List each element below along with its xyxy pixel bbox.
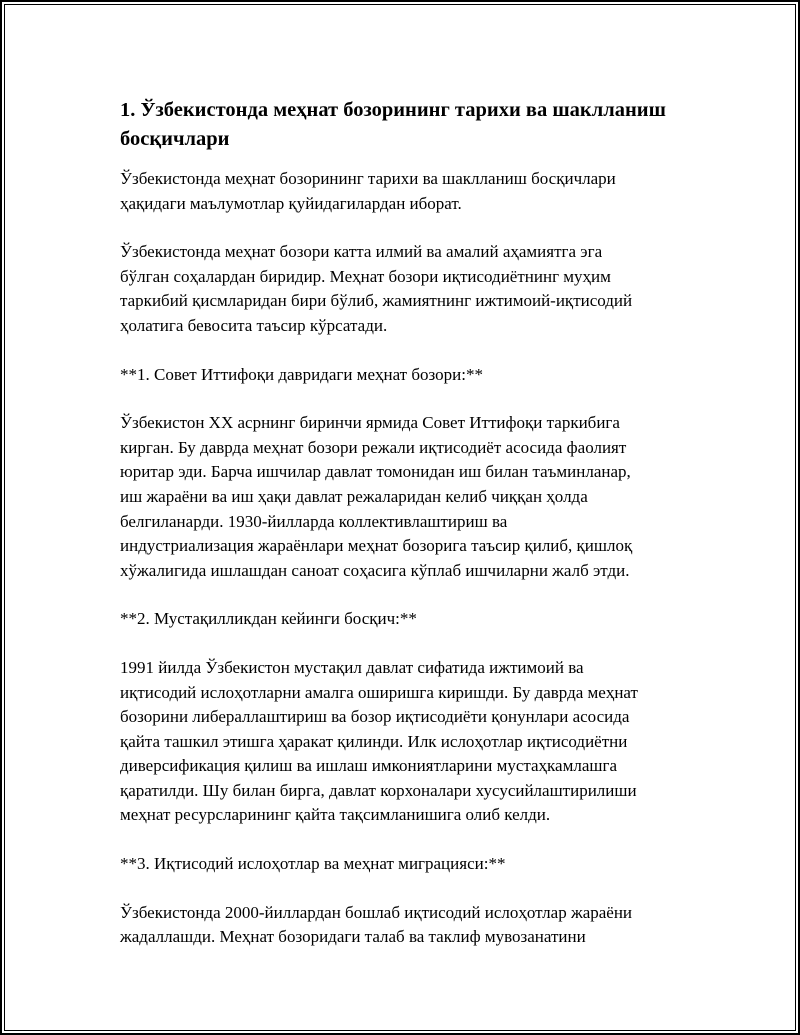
text-line: Ўзбекистонда 2000-йиллардан бошлаб иқтисодий ислоҳотлар жараёни: [120, 902, 633, 922]
text-line: Ўзбекистонда меҳнат бозори катта илмий ва амалий аҳамиятга эга: [120, 242, 603, 262]
title-line: 1. Ўзбекистонда меҳнат бозорининг тарихи ва шаклланиш: [120, 99, 666, 121]
text-line: иқтисодий ислоҳотларни амалга оширишга киришди. Бу даврда меҳнат: [120, 682, 638, 702]
document-title: [120, 96, 690, 154]
text-line: Ўзбекистонда меҳнат бозорининг тарихи ва шаклланиш босқичлари: [120, 169, 616, 188]
document-body: [120, 96, 690, 974]
text-line: бўлган соҳалардан биридир. Меҳнат бозори иқтисодиётнинг муҳим: [120, 266, 611, 286]
text-line: Ўзбекистон XX асрнинг биринчи ярмида Совет Иттифоқи таркибига: [120, 413, 620, 433]
text-line: ҳақидаги маълумотлар қуйидагилардан иборат.: [120, 193, 462, 213]
text-line: белгиланарди. 1930-йилларда коллективлаштириш ва: [120, 511, 508, 531]
section-heading-soviet: [120, 363, 690, 388]
text-line: **3. Иқтисодий ислоҳотлар ва меҳнат миграцияси:**: [120, 854, 506, 874]
text-line: қаратилди. Шу билан бирга, давлат корхоналари хусусийлаштирилиши: [120, 780, 637, 800]
title-line: босқичлари: [120, 128, 230, 150]
text-line: **2. Мустақилликдан кейинги босқич:**: [120, 609, 417, 629]
text-line: қайта ташкил этишга ҳаракат қилинди. Илк ислоҳотлар иқтисодиётни: [120, 731, 628, 751]
text-line: хўжалигида ишлашдан саноат соҳасига кўплаб ишчиларни жалб этди.: [120, 560, 630, 580]
text-line: юритар эди. Барча ишчилар давлат томонидан иш билан таъминланар,: [120, 462, 631, 482]
reforms-paragraph: [120, 901, 690, 950]
text-line: **1. Совет Иттифоқи давридаги меҳнат бозори:**: [120, 364, 483, 384]
text-line: жадаллашди. Меҳнат бозоридаги талаб ва таклиф мувозанатини: [120, 927, 586, 947]
section-heading-independence: [120, 607, 690, 632]
text-line: 1991 йилда Ўзбекистон мустақил давлат сифатида ижтимоий ва: [120, 657, 584, 677]
soviet-period-paragraph: [120, 411, 690, 583]
section-heading-reforms: [120, 852, 690, 877]
text-line: таркибий қисмларидан бири бўлиб, жамиятнинг ижтимоий-иқтисодий: [120, 291, 633, 311]
text-line: диверсификация қилиш ва ишлаш имкониятларини мустаҳкамлашга: [120, 756, 617, 776]
text-line: меҳнат ресурсларининг қайта тақсимланишига олиб келди.: [120, 805, 551, 825]
text-line: иш жараёни ва иш ҳақи давлат режаларидан келиб чиққан ҳолда: [120, 486, 588, 506]
text-line: бозорини либераллаштириш ва бозор иқтисодиёти қонунлари асосида: [120, 707, 630, 727]
overview-paragraph: [120, 240, 690, 338]
independence-paragraph: [120, 656, 690, 828]
text-line: индустриализация жараёнлари меҳнат бозорига таъсир қилиб, қишлоқ: [120, 536, 633, 556]
intro-paragraph: [120, 167, 690, 216]
text-line: ҳолатига бевосита таъсир кўрсатади.: [120, 315, 388, 335]
text-line: кирган. Бу даврда меҳнат бозори режали иқтисодиёт асосида фаолият: [120, 437, 627, 457]
